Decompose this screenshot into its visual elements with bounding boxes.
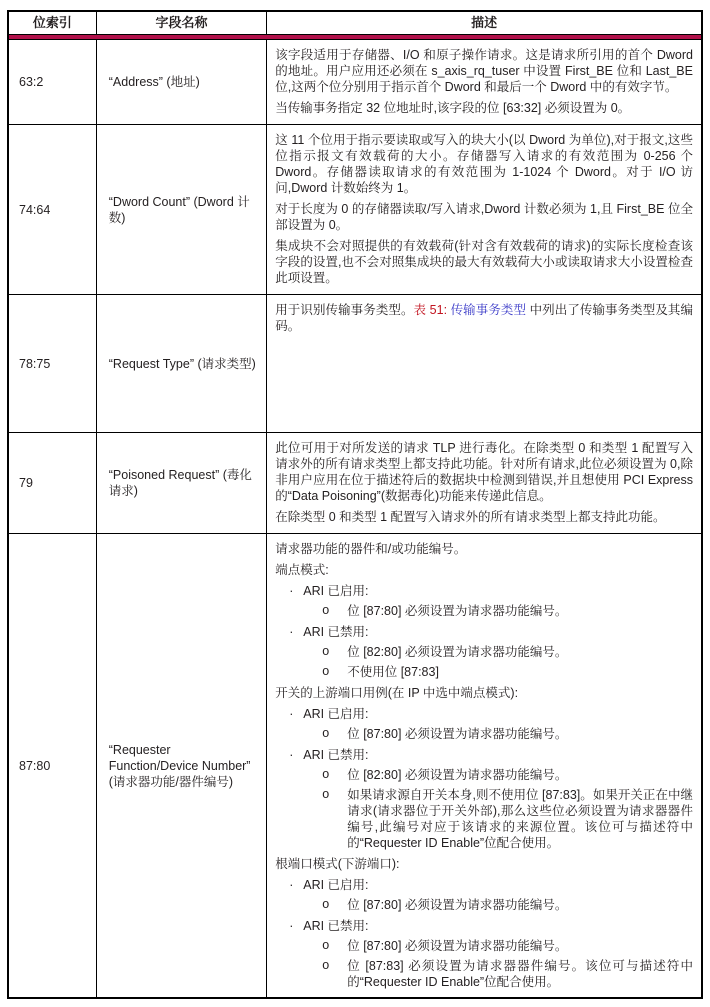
- description-paragraph: [275, 238, 693, 286]
- field-definition-table: [7, 10, 703, 999]
- bullet-marker-icon: ·: [289, 707, 294, 721]
- bullet-item-level2: [275, 644, 693, 660]
- text-run: 位 [82:80] 必须设置为请求器功能编号。: [347, 768, 568, 782]
- description-paragraph: [275, 302, 693, 334]
- bullet-item-level1: [275, 918, 693, 934]
- text-run: 根端口模式(下游端口):: [275, 857, 400, 871]
- bit-index-cell: 78:75: [8, 295, 96, 433]
- bit-index-cell: 79: [8, 433, 96, 534]
- table-row: [8, 295, 702, 433]
- text-run: 如果请求源自开关本身,则不使用位 [87:83]。如果开关正在中继请求(请求器位于开关外部),那么这些位必须设置为请求器器件编号,此编号对应于该请求的来源位置。该位可与描述符中的“Requester ID Enable”位配合使用。: [347, 788, 693, 850]
- header-row: [8, 11, 702, 35]
- description-cell: [267, 40, 702, 125]
- bullet-marker-icon: o: [322, 938, 330, 952]
- bullet-marker-icon: o: [322, 787, 330, 801]
- table-row: [8, 534, 702, 999]
- text-run: 位 [87:83] 必须设置为请求器器件编号。该位可与描述符中的“Requester ID Enable”位配合使用。: [347, 959, 693, 989]
- text-run: ARI 已启用:: [303, 707, 369, 721]
- bullet-item-level1: [275, 747, 693, 763]
- text-run: 请求器功能的器件和/或功能编号。: [275, 542, 467, 556]
- description-cell: [267, 125, 702, 295]
- description-paragraph: [275, 856, 693, 872]
- bullet-item-level2: [275, 897, 693, 913]
- bullet-marker-icon: o: [322, 726, 330, 740]
- text-run: ARI 已启用:: [303, 584, 369, 598]
- column-header-description: 描述: [267, 11, 702, 35]
- table-51-cross-reference-link[interactable]: 表 51:: [413, 303, 451, 317]
- description-cell: [267, 295, 702, 433]
- bullet-item-level2: [275, 958, 693, 990]
- text-run: ARI 已启用:: [303, 878, 369, 892]
- text-run: 位 [87:80] 必须设置为请求器功能编号。: [347, 604, 568, 618]
- field-name-cell: “Requester Function/Device Number” (请求器功能/器件编号): [96, 534, 266, 999]
- text-run: 端点模式:: [275, 563, 329, 577]
- bullet-marker-icon: ·: [289, 625, 294, 639]
- table-head: [8, 11, 702, 40]
- bullet-item-level1: [275, 706, 693, 722]
- field-name-cell: “Address” (地址): [96, 40, 266, 125]
- bullet-marker-icon: o: [322, 644, 330, 658]
- text-run: 集成块不会对照提供的有效载荷(针对含有效载荷的请求)的实际长度检查该字段的设置,也不会对照集成块的最大有效载荷大小或读取请求大小设置检查此项设置。: [275, 239, 693, 285]
- description-paragraph: [275, 440, 693, 504]
- bit-index-cell: 87:80: [8, 534, 96, 999]
- bullet-item-level2: [275, 664, 693, 680]
- bullet-marker-icon: o: [322, 897, 330, 911]
- text-run: 不使用位 [87:83]: [347, 665, 439, 679]
- bullet-marker-icon: o: [322, 958, 330, 972]
- bullet-marker-icon: o: [322, 664, 330, 678]
- text-run: 位 [87:80] 必须设置为请求器功能编号。: [347, 727, 568, 741]
- description-paragraph: [275, 685, 693, 701]
- bullet-marker-icon: o: [322, 603, 330, 617]
- description-paragraph: [275, 509, 693, 525]
- description-paragraph: [275, 201, 693, 233]
- text-run: 位 [82:80] 必须设置为请求器功能编号。: [347, 645, 568, 659]
- bit-index-cell: 63:2: [8, 40, 96, 125]
- bullet-item-level1: [275, 624, 693, 640]
- field-name-cell: “Request Type” (请求类型): [96, 295, 266, 433]
- description-cell: [267, 534, 702, 999]
- description-paragraph: [275, 541, 693, 557]
- column-header-bit-index: 位索引: [8, 11, 96, 35]
- bullet-marker-icon: ·: [289, 919, 294, 933]
- bullet-marker-icon: ·: [289, 878, 294, 892]
- text-run: 用于识别传输事务类型。: [275, 303, 414, 317]
- text-run: ARI 已禁用:: [303, 625, 369, 639]
- bullet-marker-icon: ·: [289, 748, 294, 762]
- column-header-field-name: 字段名称: [96, 11, 266, 35]
- text-run: 位 [87:80] 必须设置为请求器功能编号。: [347, 939, 568, 953]
- description-paragraph: [275, 562, 693, 578]
- bullet-item-level1: [275, 877, 693, 893]
- bullet-item-level1: [275, 583, 693, 599]
- table-body: [8, 40, 702, 999]
- description-paragraph: [275, 132, 693, 196]
- text-run: 中列出了传输事务类型及其编码。: [275, 303, 693, 333]
- text-run: 这 11 个位用于指示要读取或写入的块大小(以 Dword 为单位),对于报文,这些位指示报文有效载荷的大小。存储器写入请求的有效范围为 0-256 个 Dword。存储器读取请求的有效范围为 1-1024 个 Dword。对于 I/O 访问,Dword 计数始终为 1。: [275, 133, 693, 195]
- bullet-item-level2: [275, 726, 693, 742]
- text-run: ARI 已禁用:: [303, 748, 369, 762]
- text-run: ARI 已禁用:: [303, 919, 369, 933]
- text-run: 位 [87:80] 必须设置为请求器功能编号。: [347, 898, 568, 912]
- bullet-marker-icon: o: [322, 767, 330, 781]
- text-run: 在除类型 0 和类型 1 配置写入请求外的所有请求类型上都支持此功能。: [275, 510, 666, 524]
- bullet-item-level2: [275, 938, 693, 954]
- table-row: [8, 125, 702, 295]
- bullet-item-level2: [275, 603, 693, 619]
- table-51-cross-reference-link[interactable]: 传输事务类型: [450, 303, 527, 317]
- text-run: 该字段适用于存储器、I/O 和原子操作请求。这是请求所引用的首个 Dword 的地址。用户应用还必须在 s_axis_rq_tuser 中设置 First_BE 位和 Last_BE 位,这两个位分别用于指示首个 Dword 和最后一个 Dword 中的有效字节。: [275, 48, 693, 94]
- table-row: [8, 40, 702, 125]
- bullet-marker-icon: ·: [289, 584, 294, 598]
- description-paragraph: [275, 100, 693, 116]
- text-run: 对于长度为 0 的存储器读取/写入请求,Dword 计数必须为 1,且 First_BE 位全部设置为 0。: [275, 202, 693, 232]
- bit-index-cell: 74:64: [8, 125, 96, 295]
- table-row: [8, 433, 702, 534]
- field-name-cell: “Dword Count” (Dword 计数): [96, 125, 266, 295]
- text-run: 开关的上游端口用例(在 IP 中选中端点模式):: [275, 686, 519, 700]
- field-name-cell: “Poisoned Request” (毒化请求): [96, 433, 266, 534]
- bullet-item-level2: [275, 787, 693, 851]
- text-run: 此位可用于对所发送的请求 TLP 进行毒化。在除类型 0 和类型 1 配置写入请求外的所有请求类型上都支持此功能。针对所有请求,此位必须设置为 0,除非用户应用在位于描述符后的数据块中检测到错误,并且想使用 PCI Express 的“Data Poisoning”(数据毒化)功能来传递此信息。: [275, 441, 693, 503]
- description-cell: [267, 433, 702, 534]
- text-run: 当传输事务指定 32 位地址时,该字段的位 [63:32] 必须设置为 0。: [275, 101, 631, 115]
- bullet-item-level2: [275, 767, 693, 783]
- description-paragraph: [275, 47, 693, 95]
